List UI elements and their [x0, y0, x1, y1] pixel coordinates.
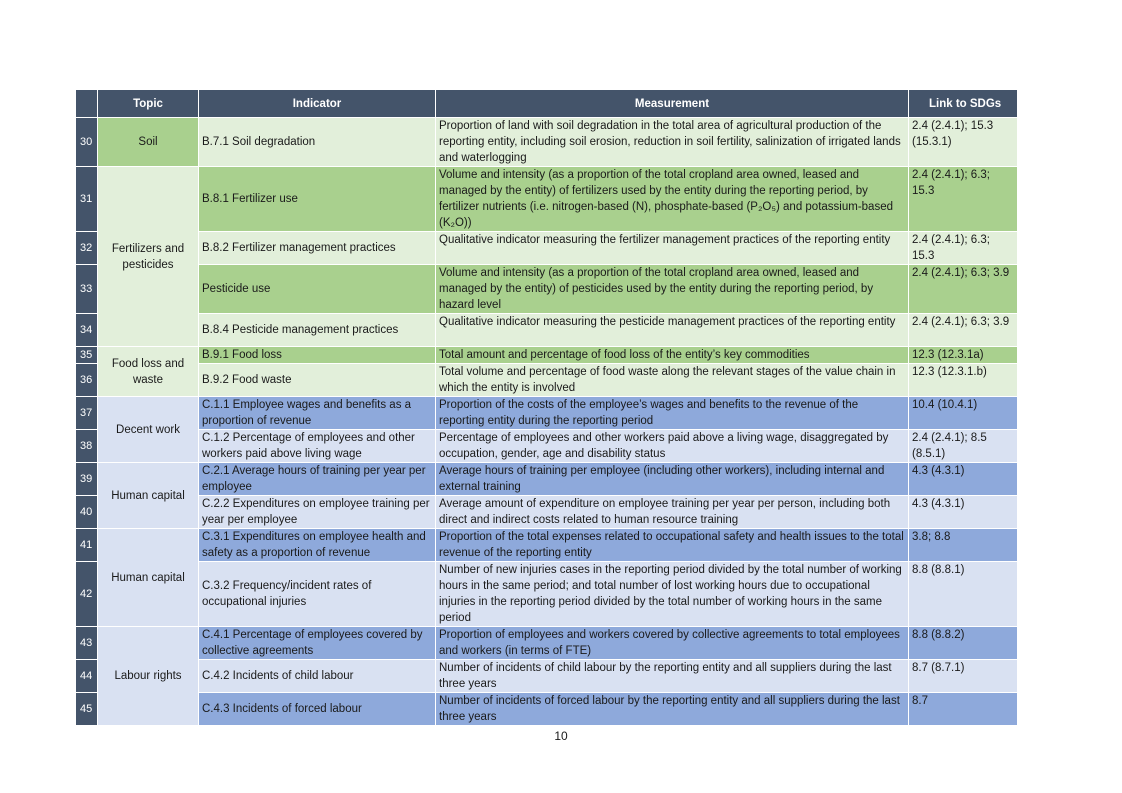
topic-cell: Fertilizers and pesticides	[98, 167, 199, 347]
indicator-cell: C.2.1 Average hours of training per year per employee	[199, 463, 436, 496]
table-row	[76, 265, 1018, 314]
row-number: 32	[76, 232, 98, 265]
sdg-cell: 8.7	[909, 693, 1018, 726]
indicator-cell: B.9.1 Food loss	[199, 347, 436, 364]
table-row	[76, 167, 1018, 232]
sdg-cell: 2.4 (2.4.1); 15.3 (15.3.1)	[909, 118, 1018, 167]
measurement-cell: Proportion of land with soil degradation in the total area of agricultural production of the reporting entity, including soil erosion, reduction in soil fertility, salinization of irrigated lands and waterlogging	[436, 118, 909, 167]
row-number: 40	[76, 496, 98, 529]
sdg-cell: 3.8; 8.8	[909, 529, 1018, 562]
row-number: 38	[76, 430, 98, 463]
table-row	[76, 660, 1018, 693]
table-row	[76, 314, 1018, 347]
header-topic: Topic	[98, 90, 199, 118]
table-row	[76, 397, 1018, 430]
table-row	[76, 430, 1018, 463]
measurement-cell: Volume and intensity (as a proportion of the total cropland area owned, leased and managed by the entity) of fertilizers used by the entity during the reporting period, by fertilizer nutrients (i.e. nitrogen-based (N), phosphate-based (P₂O₅) and potassium-based (K₂O))	[436, 167, 909, 232]
page-number: 10	[554, 729, 568, 743]
topic-cell: Labour rights	[98, 627, 199, 726]
row-number: 34	[76, 314, 98, 347]
table-row	[76, 364, 1018, 397]
row-number: 43	[76, 627, 98, 660]
measurement-cell: Number of new injuries cases in the reporting period divided by the total number of working hours in the same period; and total number of lost working hours due to occupational injuries in the reporting period divided by the total number of working hours in the same period	[436, 562, 909, 627]
indicator-cell: C.1.1 Employee wages and benefits as a proportion of revenue	[199, 397, 436, 430]
sdg-cell: 10.4 (10.4.1)	[909, 397, 1018, 430]
row-number: 33	[76, 265, 98, 314]
topic-cell: Decent work	[98, 397, 199, 463]
sdg-cell: 2.4 (2.4.1); 6.3; 3.9	[909, 265, 1018, 314]
row-number: 39	[76, 463, 98, 496]
measurement-cell: Number of incidents of child labour by the reporting entity and all suppliers during the last three years	[436, 660, 909, 693]
header-row	[76, 90, 1018, 118]
row-number: 42	[76, 562, 98, 627]
table-row	[76, 347, 1018, 364]
measurement-cell: Percentage of employees and other workers paid above a living wage, disaggregated by occupation, gender, age and disability status	[436, 430, 909, 463]
table-row	[76, 693, 1018, 726]
indicator-cell: B.7.1 Soil degradation	[199, 118, 436, 167]
table-row	[76, 232, 1018, 265]
indicator-cell: C.4.1 Percentage of employees covered by collective agreements	[199, 627, 436, 660]
sdg-cell: 4.3 (4.3.1)	[909, 463, 1018, 496]
row-number: 36	[76, 364, 98, 397]
topic-cell: Human capital	[98, 463, 199, 529]
sdg-cell: 8.8 (8.8.1)	[909, 562, 1018, 627]
header-measurement: Measurement	[436, 90, 909, 118]
measurement-cell: Total amount and percentage of food loss of the entity’s key commodities	[436, 347, 909, 364]
indicator-cell: C.4.3 Incidents of forced labour	[199, 693, 436, 726]
indicator-cell: C.1.2 Percentage of employees and other workers paid above living wage	[199, 430, 436, 463]
sdg-cell: 12.3 (12.3.1.b)	[909, 364, 1018, 397]
table-row	[76, 627, 1018, 660]
measurement-cell: Number of incidents of forced labour by the reporting entity and all suppliers during the last three years	[436, 693, 909, 726]
row-number: 45	[76, 693, 98, 726]
indicator-cell: B.8.2 Fertilizer management practices	[199, 232, 436, 265]
measurement-cell: Volume and intensity (as a proportion of the total cropland area owned, leased and managed by the entity) of pesticides used by the entity during the reporting period, by hazard level	[436, 265, 909, 314]
indicator-cell: B.8.1 Fertilizer use	[199, 167, 436, 232]
measurement-cell: Proportion of the total expenses related to occupational safety and health issues to the total revenue of the reporting entity	[436, 529, 909, 562]
topic-cell: Soil	[98, 118, 199, 167]
measurement-cell: Qualitative indicator measuring the pesticide management practices of the reporting entity	[436, 314, 909, 347]
row-number: 41	[76, 529, 98, 562]
header-indicator: Indicator	[199, 90, 436, 118]
indicator-cell: B.9.2 Food waste	[199, 364, 436, 397]
row-number: 31	[76, 167, 98, 232]
indicator-table	[75, 89, 1018, 726]
table-row	[76, 562, 1018, 627]
indicator-cell: C.3.2 Frequency/incident rates of occupational injuries	[199, 562, 436, 627]
indicator-cell: Pesticide use	[199, 265, 436, 314]
sdg-cell: 2.4 (2.4.1); 6.3; 15.3	[909, 232, 1018, 265]
table-row	[76, 463, 1018, 496]
row-number: 44	[76, 660, 98, 693]
measurement-cell: Total volume and percentage of food waste along the relevant stages of the value chain in which the entity is involved	[436, 364, 909, 397]
topic-cell: Human capital	[98, 529, 199, 627]
indicator-cell: C.2.2 Expenditures on employee training per year per employee	[199, 496, 436, 529]
indicator-cell: B.8.4 Pesticide management practices	[199, 314, 436, 347]
measurement-cell: Proportion of employees and workers covered by collective agreements to total employees and workers (in terms of FTE)	[436, 627, 909, 660]
sdg-cell: 4.3 (4.3.1)	[909, 496, 1018, 529]
measurement-cell: Proportion of the costs of the employee’s wages and benefits to the revenue of the reporting entity during the reporting period	[436, 397, 909, 430]
table-row	[76, 496, 1018, 529]
table-row	[76, 118, 1018, 167]
measurement-cell: Qualitative indicator measuring the fertilizer management practices of the reporting entity	[436, 232, 909, 265]
topic-cell: Food loss and waste	[98, 347, 199, 397]
row-number: 30	[76, 118, 98, 167]
indicator-cell: C.4.2 Incidents of child labour	[199, 660, 436, 693]
sdg-cell: 2.4 (2.4.1); 8.5 (8.5.1)	[909, 430, 1018, 463]
indicator-cell: C.3.1 Expenditures on employee health and safety as a proportion of revenue	[199, 529, 436, 562]
row-number: 37	[76, 397, 98, 430]
table-row	[76, 529, 1018, 562]
sdg-cell: 2.4 (2.4.1); 6.3; 15.3	[909, 167, 1018, 232]
header-num	[76, 90, 98, 118]
sdg-cell: 2.4 (2.4.1); 6.3; 3.9	[909, 314, 1018, 347]
sdg-cell: 8.7 (8.7.1)	[909, 660, 1018, 693]
indicator-table-container	[75, 89, 1017, 726]
measurement-cell: Average amount of expenditure on employee training per year per person, including both direct and indirect costs related to human resource training	[436, 496, 909, 529]
row-number: 35	[76, 347, 98, 364]
measurement-cell: Average hours of training per employee (including other workers), including internal and external training	[436, 463, 909, 496]
sdg-cell: 8.8 (8.8.2)	[909, 627, 1018, 660]
sdg-cell: 12.3 (12.3.1a)	[909, 347, 1018, 364]
header-sdg: Link to SDGs	[909, 90, 1018, 118]
